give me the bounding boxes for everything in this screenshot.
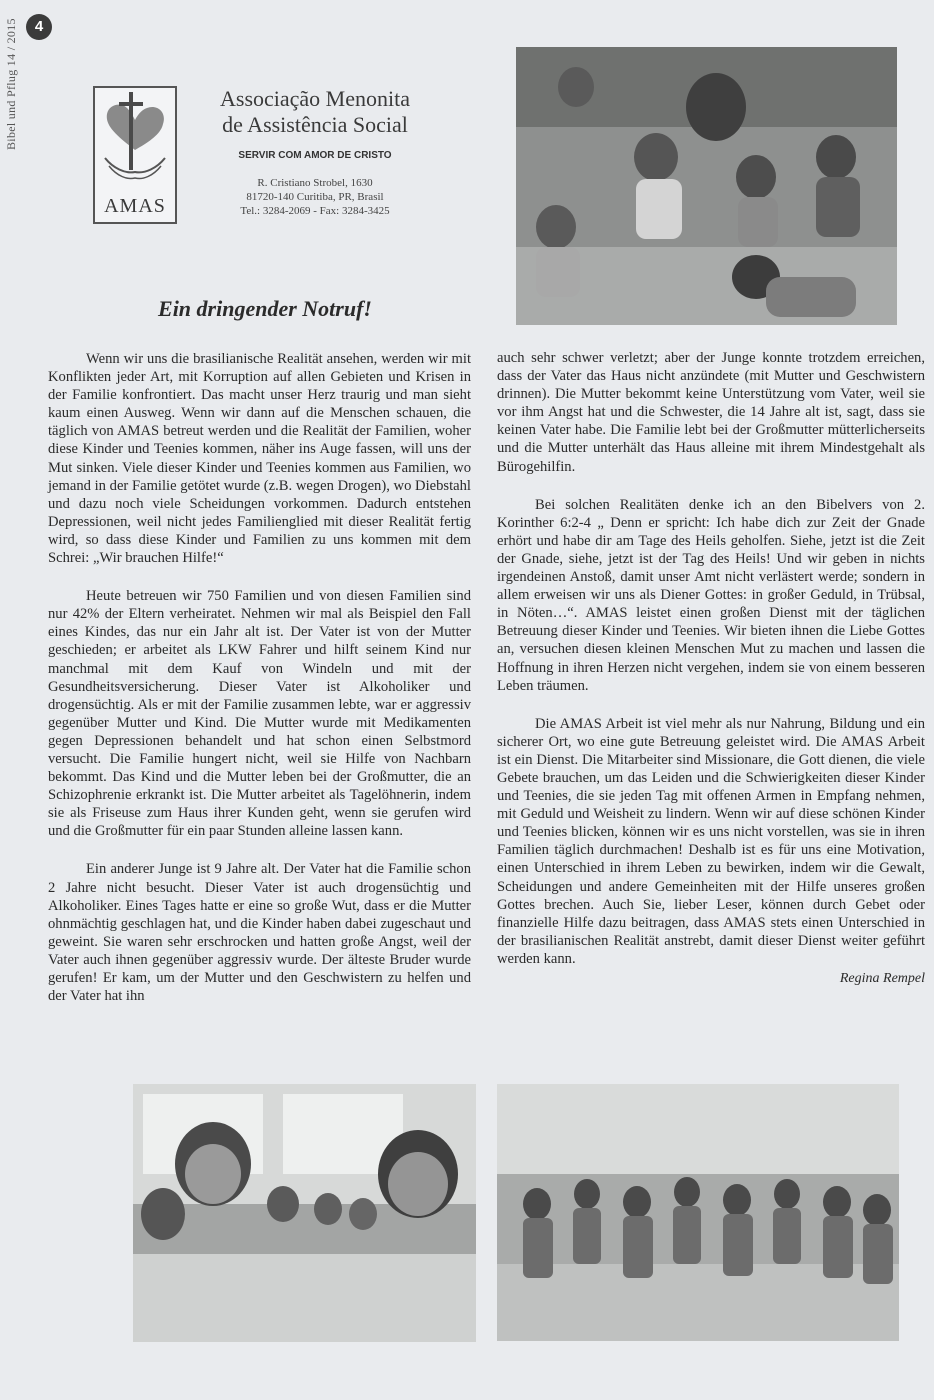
photo-toddlers-playing [516, 47, 897, 325]
photo-children-at-table [133, 1084, 476, 1342]
article-headline: Ein dringender Notruf! [158, 296, 372, 321]
organization-name [200, 86, 430, 138]
article-paragraph: Wenn wir uns die brasilianische Realität ansehen, werden wir mit Konflikten jeder Art, mit Korruption auf allen Gebieten und Krisen in der Familie konfrontiert. Das macht unser Herz traurig und man sieht kaum einen Ausweg. Wenn wir dann auf die Menschen schauen, die täglich von AMAS betreut werden und die Realität der Familien, woher diese Kinder und Teenies kommen, näher ins Auge fassen, will uns der Mut sinken. Viele dieser Kinder und Teenies kommen aus Familien, wo jemand in der Familie getötet wurde (z.B. wegen Drogen), wo Diebstahl und dazu noch viele Scheidungen vorkommen. Dadurch entstehen Depressionen, weil nicht jedes Familienglied mit dieser Realität fertig wird, so dass diese Kinder und Familien zu uns kommen mit dem Schrei: „Wir brauchen Hilfe!“ [48, 351, 471, 567]
page-number-badge: 4 [26, 14, 52, 40]
phone-fax: Tel.: 3284-2069 - Fax: 3284-3425 [240, 205, 390, 217]
org-name-line2: de Assistência Social [222, 112, 408, 137]
article-paragraph-continued: auch sehr schwer verletzt; aber der Junge konnte trotzdem erreichen, dass der Vater das Haus nicht anzündete (mit Mutter und Geschwistern drinnen). Die Mutter bekommt keine Unterstützung vom Vater, weil sie vor ihm Angst hat und die Schwester, die 14 Jahre alt ist, sagt, dass sie keinen Vater habe. Die Familie lebt bei der Großmutter mütterlicherseits und die Mutter unterhält das Haus alleine mit ihrem Mindestgehalt als Bürogehilfin. [497, 350, 925, 475]
organization-slogan: SERVIR COM AMOR DE CRISTO [238, 150, 392, 161]
organization-address [200, 176, 430, 218]
magazine-issue-label: Bibel und Pflug 14 / 2015 [4, 18, 18, 150]
address-line1: R. Cristiano Strobel, 1630 [257, 177, 373, 189]
address-line2: 81720-140 Curitiba, PR, Brasil [246, 191, 384, 203]
article-right-column [497, 349, 925, 988]
article-author: Regina Rempel [839, 971, 925, 986]
article-paragraph: Bei solchen Realitäten denke ich an den Bibelvers von 2. Korinther 6:2-4 „ Denn er spricht: Ich habe dich zur Zeit der Gnade erhört und habe dir am Tage des Heils geholfen. Siehe, jetzt ist die Zeit der Gnade, siehe, jetzt ist der Tag des Heils! Und wir geben in nichts irgendeinen Anstoß, damit unser Amt nicht verlästert werde; sondern in allem erweisen wir uns als Diener Gottes: in großer Geduld, in Trübsal, in Nöten…“. AMAS leistet einen großen Dienst mit der täglichen Betreuung dieser Kinder und Teenies. Wir bieten ihnen die Liebe Gottes an, versuchen diesen kleinen Menschen Mut zu machen und lassen die Hoffnung in ihren Herzen nicht vergehen, indem sie von einem besseren Leben träumen. [497, 496, 925, 694]
photo-kids-in-hall [497, 1084, 899, 1341]
article-paragraph: Heute betreuen wir 750 Familien und von diesen Familien sind nur 42% der Eltern verheiratet. Nehmen wir mal als Beispiel den Fall eines Kindes, das nur ein Jahr alt ist. Der Vater ist von der Mutter geschieden; er arbeitet als LKW Fahrer und hilft seinem Kind nur manchmal mit dem Kauf von Windeln und mit der Gesundheitsversicherung. Dieser Vater ist Alkoholiker und drogensüchtig. Als er mit der Familie zusammen lebte, war er aggressiv gegenüber Mutter und Kind. Die Mutter wurde mit Medikamenten gegen Depressionen behandelt und hat schon einen Selbstmord versucht. Die Familie hungert nicht, weil sie Hilfe von Nachbarn bekommt. Das Kind und die Mutter leben bei der Großmutter, die an Schizophrenie erkrankt ist. Die Mutter arbeitet als Tagelöhnerin, indem sie als Friseuse zum Haus ihrer Kunden geht, wenn sie gerufen wird und die Großmutter für ein paar Stunden alleine lassen kann. [48, 588, 471, 840]
article-paragraph: Ein anderer Junge ist 9 Jahre alt. Der Vater hat die Familie schon 2 Jahre nicht besucht. Dieser Vater ist auch drogensüchtig und Alkoholiker. Eines Tages hatte er eine so große Wut, dass er die Mutter ohnmächtig geschlagen hat, und die Kinder haben dabei zugeschaut und geweint. Sie waren sehr erschrocken und hatten große Angst, weil der Vater auch ihnen gegenüber aggressiv wurde. Der älteste Bruder wurde gerufen! Er kam, um der Mutter und den Geschwistern zu helfen und der Vater hat ihn [48, 861, 471, 1005]
org-name-line1: Associação Menonita [220, 86, 410, 111]
amas-logo [93, 86, 177, 224]
article-left-column [48, 350, 471, 1025]
logo-text: AMAS [104, 195, 166, 217]
article-paragraph: Die AMAS Arbeit ist viel mehr als nur Nahrung, Bildung und ein sicherer Ort, wo eine gute Betreuung geleistet wird. Die AMAS Arbeit ist ein Dienst. Die Mitarbeiter sind Missionare, die Gott dienen, die viele Gebete brauchen, um das Leiden und die Schwierigkeiten dieser Kinder und Teenies, die sie jeden Tag mit offenen Armen in Empfang nehmen, mit Geduld und Weisheit zu lindern. Wenn wir auf diese schönen Kinder und Teenies blicken, können wir es uns nicht vorstellen, was sie in ihren Familien täglich durchmachen! Deshalb ist es für uns eine Motivation, einen Unterschied in ihrem Leben zu bewirken, indem wir die Gewalt, Scheidungen und andere Gemeinheiten mit der Hilfe unseres großen Gottes brechen. Auch Sie, lieber Leser, können durch Gebet oder finanzielle Hilfe dazu beitragen, dass AMAS stets einen Unterschied in der brasilianischen Realität anstrebt, damit dieser Dienst weiter geführt werden kann. [497, 715, 925, 967]
